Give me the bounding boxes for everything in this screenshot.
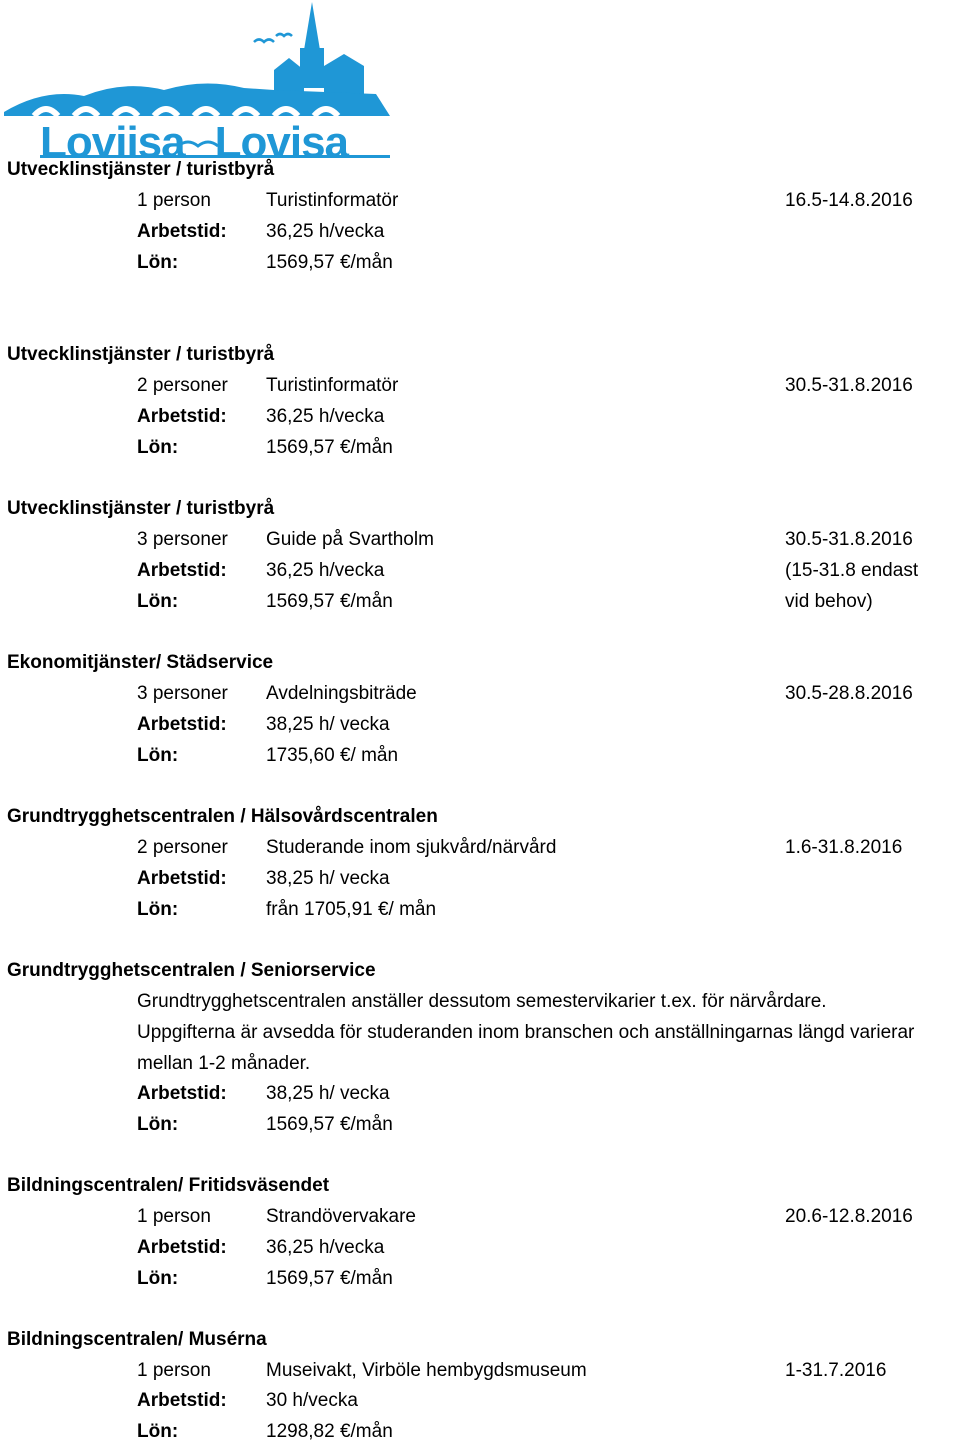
job-period: 16.5-14.8.2016 [785, 190, 913, 211]
hours-label: Arbetstid: [137, 221, 227, 242]
period-note: vid behov) [785, 591, 873, 612]
salary-label: Lön: [137, 1421, 179, 1442]
job-title: Museivakt, Virböle hembygdsmuseum [266, 1360, 587, 1381]
job-period: 1-31.7.2016 [785, 1360, 887, 1381]
hours-value: 38,25 h/ vecka [266, 868, 390, 889]
salary-label: Lön: [137, 1114, 179, 1135]
hours-value: 36,25 h/vecka [266, 221, 385, 242]
section-heading: Utvecklinstjänster / turistbyrå [7, 498, 275, 519]
section-heading: Bildningscentralen/ Fritidsväsendet [7, 1175, 330, 1196]
hours-label: Arbetstid: [137, 406, 227, 427]
salary-value: 1569,57 €/mån [266, 437, 393, 458]
salary-label: Lön: [137, 252, 179, 273]
hours-label: Arbetstid: [137, 560, 227, 581]
salary-value: 1569,57 €/mån [266, 591, 393, 612]
job-count: 1 person [137, 1360, 211, 1381]
section-heading: Grundtrygghetscentralen / Hälsovårdscentralen [7, 806, 438, 827]
salary-value: 1569,57 €/mån [266, 252, 393, 273]
job-title: Turistinformatör [266, 375, 399, 396]
job-period: 30.5-31.8.2016 [785, 529, 913, 550]
hours-value: 30 h/vecka [266, 1390, 358, 1411]
job-period: 20.6-12.8.2016 [785, 1206, 913, 1227]
hours-label: Arbetstid: [137, 1390, 227, 1411]
salary-value: från 1705,91 €/ mån [266, 899, 437, 920]
salary-label: Lön: [137, 1268, 179, 1289]
salary-value: 1569,57 €/mån [266, 1268, 393, 1289]
job-period: 1.6-31.8.2016 [785, 837, 903, 858]
hours-value: 36,25 h/vecka [266, 406, 385, 427]
salary-label: Lön: [137, 591, 179, 612]
section-heading: Bildningscentralen/ Musérna [7, 1329, 267, 1350]
job-count: 3 personer [137, 683, 228, 704]
logo-text-left: Loviisa [40, 118, 185, 167]
section-heading: Ekonomitjänster/ Städservice [7, 652, 274, 673]
job-count: 2 personer [137, 375, 228, 396]
period-note: (15-31.8 endast [785, 560, 919, 581]
loviisa-logo [4, 0, 394, 167]
logo-text-right: Lovisa [214, 118, 349, 167]
hours-value: 38,25 h/ vecka [266, 1083, 390, 1104]
job-title: Turistinformatör [266, 190, 399, 211]
job-title: Avdelningsbiträde [266, 683, 417, 704]
hours-value: 38,25 h/ vecka [266, 714, 390, 735]
section-heading: Grundtrygghetscentralen / Seniorservice [7, 960, 376, 981]
salary-value: 1298,82 €/mån [266, 1421, 393, 1442]
hours-value: 36,25 h/vecka [266, 560, 385, 581]
job-count: 1 person [137, 1206, 211, 1227]
job-title: Guide på Svartholm [266, 529, 434, 550]
hours-label: Arbetstid: [137, 1237, 227, 1258]
job-title: Studerande inom sjukvård/närvård [266, 837, 557, 858]
section-description: Uppgifterna är avsedda för studeranden inom branschen och anställningarnas längd varierar [137, 1022, 915, 1043]
section-heading: Utvecklinstjänster / turistbyrå [7, 344, 275, 365]
salary-value: 1569,57 €/mån [266, 1114, 393, 1135]
salary-label: Lön: [137, 745, 179, 766]
hours-value: 36,25 h/vecka [266, 1237, 385, 1258]
section-heading: Utvecklinstjänster / turistbyrå [7, 159, 275, 180]
salary-label: Lön: [137, 899, 179, 920]
job-count: 3 personer [137, 529, 228, 550]
job-title: Strandövervakare [266, 1206, 416, 1227]
salary-value: 1735,60 €/ mån [266, 745, 399, 766]
section-description: mellan 1-2 månader. [137, 1053, 311, 1074]
job-count: 1 person [137, 190, 211, 211]
job-count: 2 personer [137, 837, 228, 858]
hours-label: Arbetstid: [137, 714, 227, 735]
job-period: 30.5-31.8.2016 [785, 375, 913, 396]
salary-label: Lön: [137, 437, 179, 458]
job-period: 30.5-28.8.2016 [785, 683, 913, 704]
hours-label: Arbetstid: [137, 868, 227, 889]
hours-label: Arbetstid: [137, 1083, 227, 1104]
section-description: Grundtrygghetscentralen anställer dessutom semestervikarier t.ex. för närvårdare. [137, 991, 827, 1012]
